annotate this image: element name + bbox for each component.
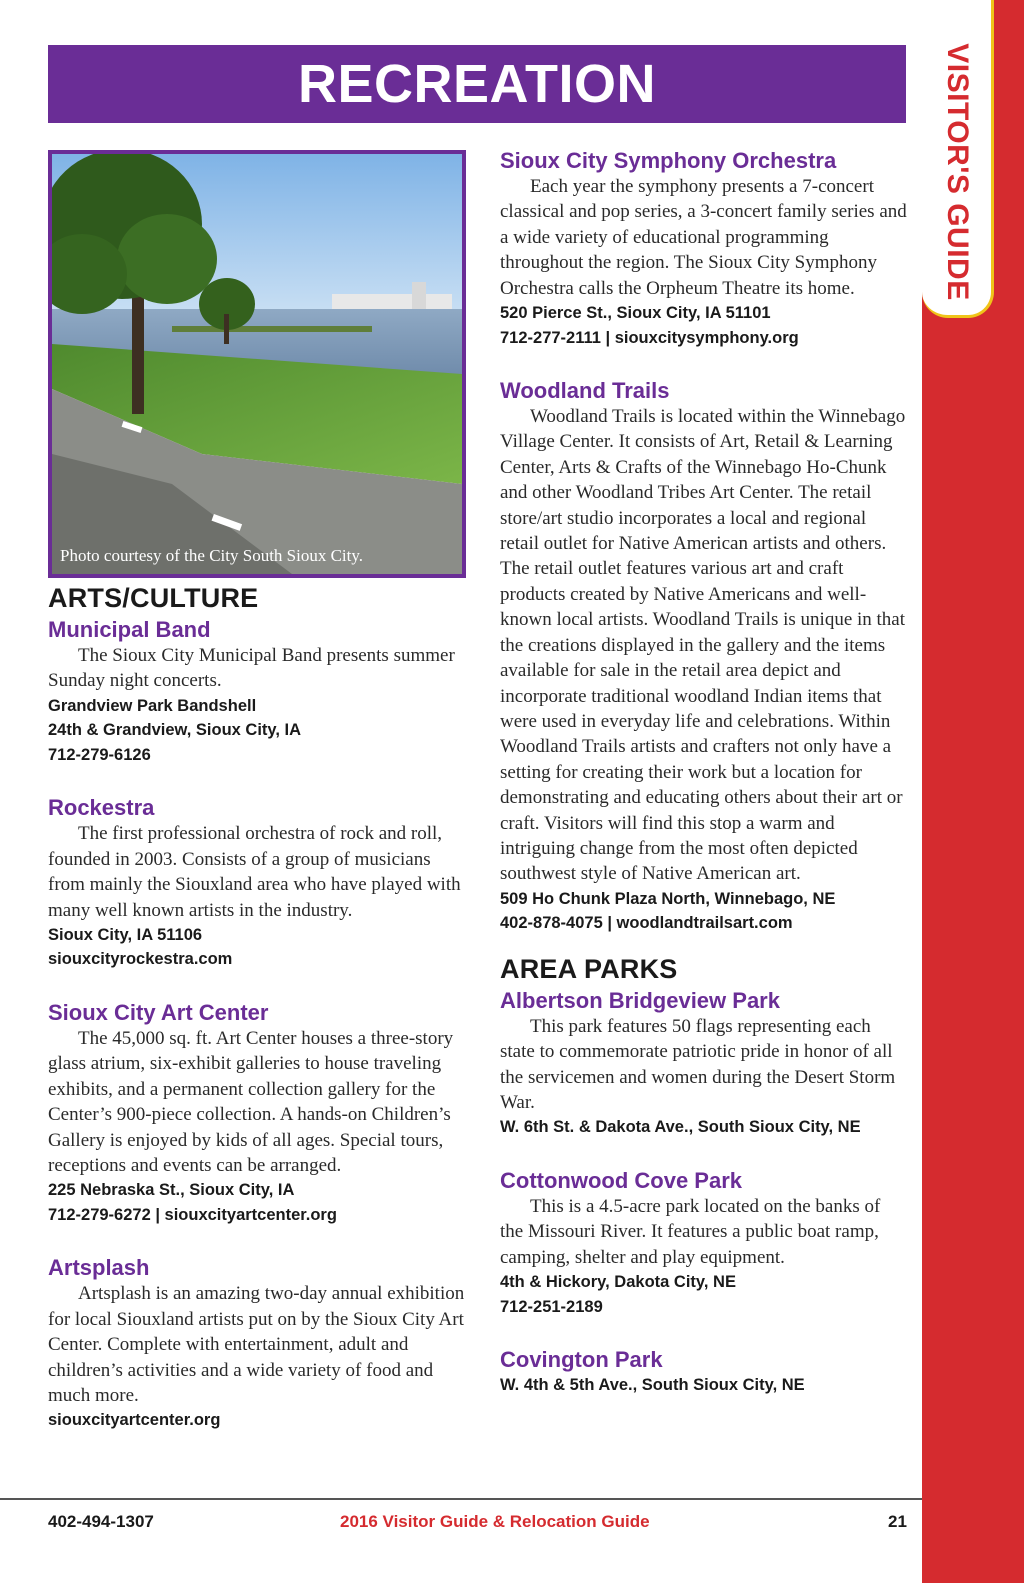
entry-title: Municipal Band	[48, 617, 211, 642]
entry-title: Cottonwood Cove Park	[500, 1167, 743, 1193]
entry-address: 520 Pierce St., Sioux City, IA 51101	[500, 304, 771, 323]
photo-image	[52, 154, 462, 574]
rockestra-entry	[48, 794, 466, 972]
entry-description: This is a 4.5-acre park located on the banks of the Missouri River. It features a public boat ramp, camping, shelter and play equipment.	[500, 1195, 881, 1268]
entry-address: 4th & Hickory, Dakota City, NE	[500, 1273, 736, 1292]
footer-phone: 402-494-1307	[48, 1512, 154, 1531]
entry-contact: 402-878-4075 | woodlandtrailsart.com	[500, 914, 793, 933]
entry-phone: 712-279-6126	[48, 745, 151, 764]
entry-contact: 712-279-6272 | siouxcityartcenter.org	[48, 1205, 337, 1224]
entry-venue: Grandview Park Bandshell	[48, 696, 257, 715]
albertson-park-entry	[500, 987, 908, 1140]
entry-description: Woodland Trails is located within the Winnebago Village Center. It consists of Art, Retail & Learning Center, Arts & Crafts of the Winnebago Ho-Chunk and other Woodland Tribes Art Center. The retail store/art studio incorporates a local and regional retail outlet for Native American artists and others. The retail outlet features various art and craft products created by Native Americans and well-known local artists. Woodland Trails is unique in that the creations displayed in the gallery and the items available for sale in the retail area depict and incorporate traditional woodland Indian items that were used in everyday life and celebrations. Within Woodland Trails artists and crafters not only have a setting for creating their work but a location for demonstrating and educating others about their art or craft. Visitors will find this stop a warm and intriguing change from the most often depicted southwest style of Native American art.	[500, 406, 906, 885]
area-parks-heading: AREA PARKS	[500, 953, 678, 984]
section-banner	[48, 45, 906, 123]
entry-address: 225 Nebraska St., Sioux City, IA	[48, 1181, 295, 1200]
side-tab-label: VISITOR'S GUIDE	[941, 43, 974, 301]
entry-website: siouxcityartcenter.org	[48, 1411, 221, 1430]
entry-title: Sioux City Symphony Orchestra	[500, 148, 837, 173]
woodland-trails-entry	[500, 377, 908, 936]
municipal-band-entry	[48, 616, 466, 767]
page-title: RECREATION	[297, 54, 656, 114]
entry-title: Albertson Bridgeview Park	[500, 987, 780, 1013]
artsplash-entry	[48, 1254, 466, 1433]
entry-address: 24th & Grandview, Sioux City, IA	[48, 721, 302, 740]
entry-address: 509 Ho Chunk Plaza North, Winnebago, NE	[500, 889, 836, 908]
entry-phone: 712-251-2189	[500, 1297, 603, 1316]
entry-description: The first professional orchestra of rock and roll, founded in 2003. Consists of a group of musicians from mainly the Siouxland area who have played with many well known artists in the industry.	[48, 823, 461, 921]
arts-culture-heading: ARTS/CULTURE	[48, 583, 259, 613]
riverside-photo	[48, 150, 466, 578]
entry-title: Covington Park	[500, 1347, 663, 1373]
footer-divider	[0, 1498, 922, 1500]
symphony-entry	[500, 147, 908, 350]
entry-description: Each year the symphony presents a 7-concert classical and pop series, a 3-concert family series and a wide variety of educational programming throughout the region. The Sioux City Symphony Orchestra calls the Orpheum Theatre its home.	[500, 176, 907, 299]
entry-address: W. 4th & 5th Ave., South Sioux City, NE	[500, 1376, 805, 1395]
entry-description: The 45,000 sq. ft. Art Center houses a three-story glass atrium, six-exhibit galleries to house traveling exhibits, and a permanent collection gallery for the Center’s 900-piece collection. A hands-on Children’s Gallery is enjoyed by kids of all ages. Special tours, receptions and events can be arranged.	[48, 1027, 454, 1176]
entry-address: W. 6th St. & Dakota Ave., South Sioux City, NE	[500, 1118, 861, 1137]
entry-title: Rockestra	[48, 795, 155, 821]
entry-description: Artsplash is an amazing two-day annual exhibition for local Siouxland artists put on by the Sioux City Art Center. Complete with entertainment, adult and children’s activities and a wide variety of food and much more.	[48, 1283, 465, 1406]
entry-website: siouxcityrockestra.com	[48, 950, 233, 969]
page-number: 21	[888, 1512, 907, 1531]
art-center-entry	[48, 999, 466, 1227]
footer-publication: 2016 Visitor Guide & Relocation Guide	[340, 1512, 650, 1531]
right-column	[500, 147, 908, 1425]
cottonwood-park-entry	[500, 1167, 908, 1319]
photo-caption: Photo courtesy of the City South Sioux City.	[60, 546, 364, 565]
entry-description: This park features 50 flags representing each state to commemorate patriotic pride in honor of all the servicemen and women during the Desert Storm War.	[500, 1015, 896, 1113]
entry-description: The Sioux City Municipal Band presents summer Sunday night concerts.	[48, 645, 455, 692]
entry-title: Woodland Trails	[500, 378, 670, 404]
entry-title: Artsplash	[48, 1255, 150, 1281]
entry-title: Sioux City Art Center	[48, 999, 269, 1025]
left-column	[48, 583, 466, 1460]
entry-address: Sioux City, IA 51106	[48, 925, 203, 944]
covington-park-entry	[500, 1346, 908, 1398]
entry-contact: 712-277-2111 | siouxcitysymphony.org	[500, 328, 799, 347]
